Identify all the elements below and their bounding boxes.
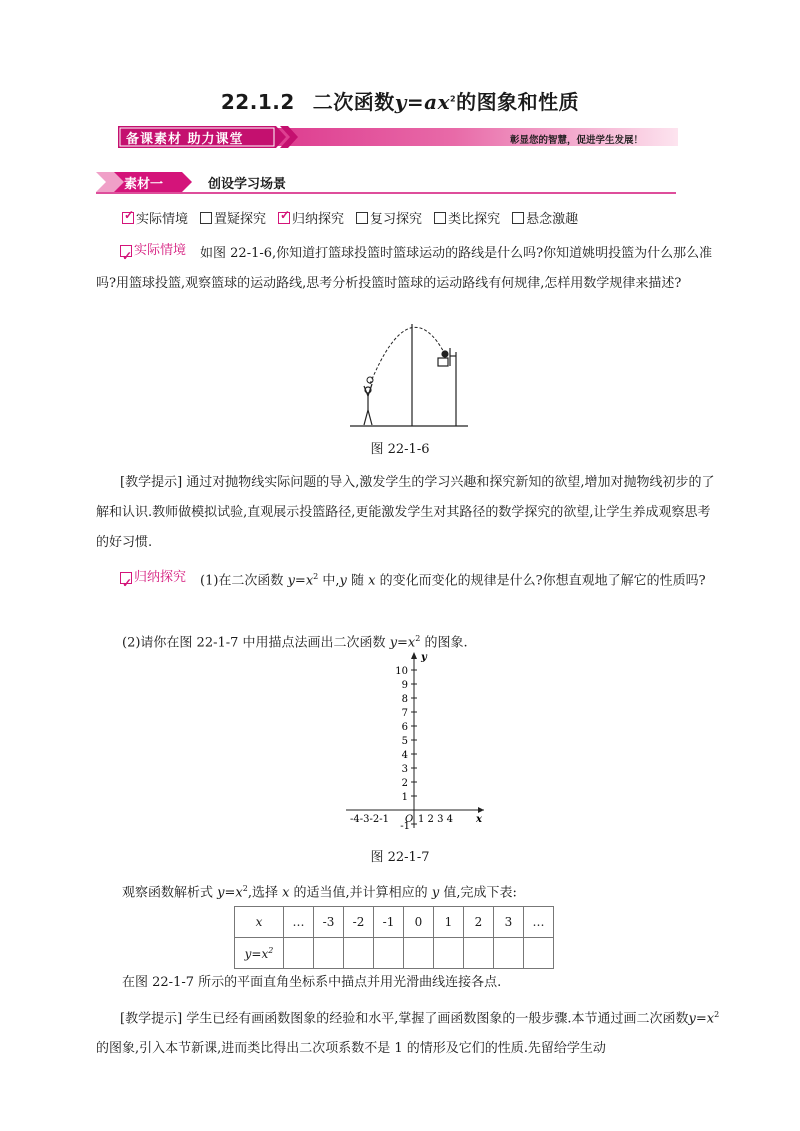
basketball-figure: [350, 322, 470, 430]
x-tick-labels-negative: -4-3-2-1: [350, 814, 389, 825]
checked-box-icon: [278, 212, 290, 224]
title-function: y=ax: [394, 90, 451, 114]
table-header-y: [235, 938, 284, 969]
y-tick-label: 6: [401, 722, 408, 733]
math-function: y=x: [287, 573, 314, 589]
table-cell-empty[interactable]: [284, 938, 314, 969]
table-cell-empty[interactable]: [464, 938, 494, 969]
text-part: 的图象,引入本节新课,进而类比得出二次项系数不是 1 的情形及它们的性质.先留给学生动: [96, 1041, 606, 1057]
table-cell: -1: [374, 907, 404, 938]
y-axis-label: y: [421, 652, 427, 663]
text-part: [教学提示] 学生已经有画函数图象的经验和水平,掌握了画函数图象的一般步骤.本节通过画二次函数: [120, 1011, 689, 1027]
page-title: [0, 86, 800, 115]
player-icon: [364, 384, 372, 425]
check-label: 实际情境: [136, 212, 189, 227]
title-exponent: 2: [450, 94, 457, 104]
tag-label: 归纳探究: [134, 570, 187, 586]
check-label: 归纳探究: [292, 212, 345, 227]
table-cell: 0: [404, 907, 434, 938]
paragraph-induction: [96, 562, 722, 596]
text-part: (1)在二次函数: [200, 573, 288, 589]
y-tick-label: 1: [401, 792, 408, 803]
table-row: [235, 907, 554, 938]
hoop-icon: [438, 348, 456, 426]
y-tick-label: 9: [401, 680, 408, 691]
y-tick-label: 10: [395, 666, 408, 677]
header-exponent: 2: [268, 945, 274, 955]
text-part: 中,: [318, 573, 340, 589]
text-part: 观察函数解析式: [122, 885, 218, 901]
math-function: y=x: [389, 635, 416, 651]
math-function: y=x: [688, 1011, 715, 1027]
y-tick-label: 3: [401, 764, 408, 775]
title-prefix: 二次函数: [312, 90, 395, 114]
header-text: y=x: [244, 946, 269, 961]
empty-box-icon: [200, 212, 212, 224]
y-tick-label: 4: [401, 750, 408, 761]
check-analogy-explore: [434, 208, 500, 227]
check-real-context: [122, 208, 188, 227]
coordinate-grid-figure: [338, 648, 488, 838]
value-table: [234, 906, 554, 969]
checked-box-icon: [120, 245, 132, 257]
section-title: 创设学习场景: [208, 177, 287, 192]
math-exponent: 2: [415, 634, 421, 643]
table-row: [235, 938, 554, 969]
title-suffix: 的图象和性质: [456, 90, 580, 114]
check-question-explore: [200, 208, 266, 227]
empty-box-icon: [512, 212, 524, 224]
tag-induction: [120, 563, 186, 593]
table-cell-empty[interactable]: [404, 938, 434, 969]
text-part: 的变化而变化的规律是什么?你想直观地了解它的性质吗?: [375, 573, 706, 589]
text-part: 的适当值,并计算相应的: [289, 885, 432, 901]
origin-label: O: [405, 814, 414, 825]
tag-real-context: [120, 236, 186, 266]
check-label: 复习探究: [370, 212, 423, 227]
y-tick-label: 5: [401, 736, 408, 747]
check-label: 悬念激趣: [526, 212, 579, 227]
figure-1-caption: 图 22-1-6: [370, 442, 430, 457]
check-suspense: [512, 208, 578, 227]
math-var: y: [431, 885, 440, 901]
check-review-explore: [356, 208, 422, 227]
table-cell: -2: [344, 907, 374, 938]
x-tick-labels-positive: 1 2 3 4: [418, 814, 453, 825]
text-part: 值,完成下表:: [439, 885, 517, 901]
ball-icon: [367, 377, 373, 383]
table-cell: …: [284, 907, 314, 938]
paragraph-real-context: [96, 236, 722, 299]
section-bar-shape: [96, 170, 676, 194]
text-part: (2)请你在图 22-1-7 中用描点法画出二次函数: [122, 635, 390, 651]
table-cell-empty[interactable]: [494, 938, 524, 969]
check-label: 置疑探究: [214, 212, 267, 227]
math-var: x: [368, 573, 376, 589]
section-number: 22.1.2: [220, 90, 295, 114]
paragraph-observe: [122, 874, 722, 908]
table-cell-empty[interactable]: [434, 938, 464, 969]
table-cell-empty[interactable]: [524, 938, 554, 969]
section-label: 素材一: [124, 177, 164, 192]
banner-slogan: 彰显您的智慧，促进学生发展！: [510, 135, 644, 146]
y-tick-label: -1: [400, 821, 410, 832]
category-checklist: [122, 208, 578, 227]
ball-trajectory: [370, 327, 446, 384]
check-induction-explore: [278, 208, 344, 227]
x-axis-label: x: [476, 814, 482, 825]
empty-box-icon: [434, 212, 446, 224]
banner-label: 备课素材 助力课堂: [126, 132, 244, 147]
y-tick-label: 7: [401, 708, 408, 719]
teaching-tip-2: [96, 1000, 722, 1064]
table-cell: 1: [434, 907, 464, 938]
math-exponent: 2: [242, 884, 248, 893]
y-tick-label: 2: [401, 778, 408, 789]
table-cell: …: [524, 907, 554, 938]
section-header-bar: [96, 170, 676, 194]
math-exponent: 2: [714, 1010, 720, 1019]
table-cell: 2: [464, 907, 494, 938]
table-cell-empty[interactable]: [314, 938, 344, 969]
table-cell-empty[interactable]: [374, 938, 404, 969]
x-axis-arrow-icon: [478, 807, 484, 813]
y-axis-arrow-icon: [411, 652, 417, 659]
empty-box-icon: [356, 212, 368, 224]
table-cell-empty[interactable]: [344, 938, 374, 969]
figure-2-caption: 图 22-1-7: [370, 850, 430, 865]
check-label: 类比探究: [448, 212, 501, 227]
y-tick-label: 8: [401, 694, 408, 705]
math-var: x: [282, 885, 290, 901]
paragraph-text: 如图 22-1-6,你知道打篮球投篮时篮球运动的路线是什么吗?你知道姚明投篮为什么那么准吗?用篮球投篮,观察篮球的运动路线,思考分析投篮时篮球的运动路线有何规律,怎样用数学规律来描述?: [96, 246, 713, 291]
teaching-tip-1: [教学提示] 通过对抛物线实际问题的导入,激发学生的学习兴趣和探究新知的欲望,增加对抛物线初步的了解和认识.教师做模拟试验,直观展示投篮路径,更能激发学生对其路径的数学探究的欲望,让学生养成观察思考的好习惯.: [96, 475, 715, 550]
math-function: y=x: [217, 885, 243, 901]
checked-box-icon: [120, 572, 132, 584]
math-exponent: 2: [313, 572, 319, 581]
text-part: ,选择: [247, 885, 283, 901]
table-cell: 3: [494, 907, 524, 938]
table-cell: -3: [314, 907, 344, 938]
math-var: y: [339, 573, 347, 589]
checked-box-icon: [122, 212, 134, 224]
text-part: 随: [346, 573, 369, 589]
text-part: 的图象.: [420, 635, 468, 651]
tag-label: 实际情境: [134, 243, 187, 258]
paragraph-plot-points: 在图 22-1-7 所示的平面直角坐标系中描点并用光滑曲线连接各点.: [122, 975, 502, 990]
table-header-x: x: [235, 907, 284, 938]
